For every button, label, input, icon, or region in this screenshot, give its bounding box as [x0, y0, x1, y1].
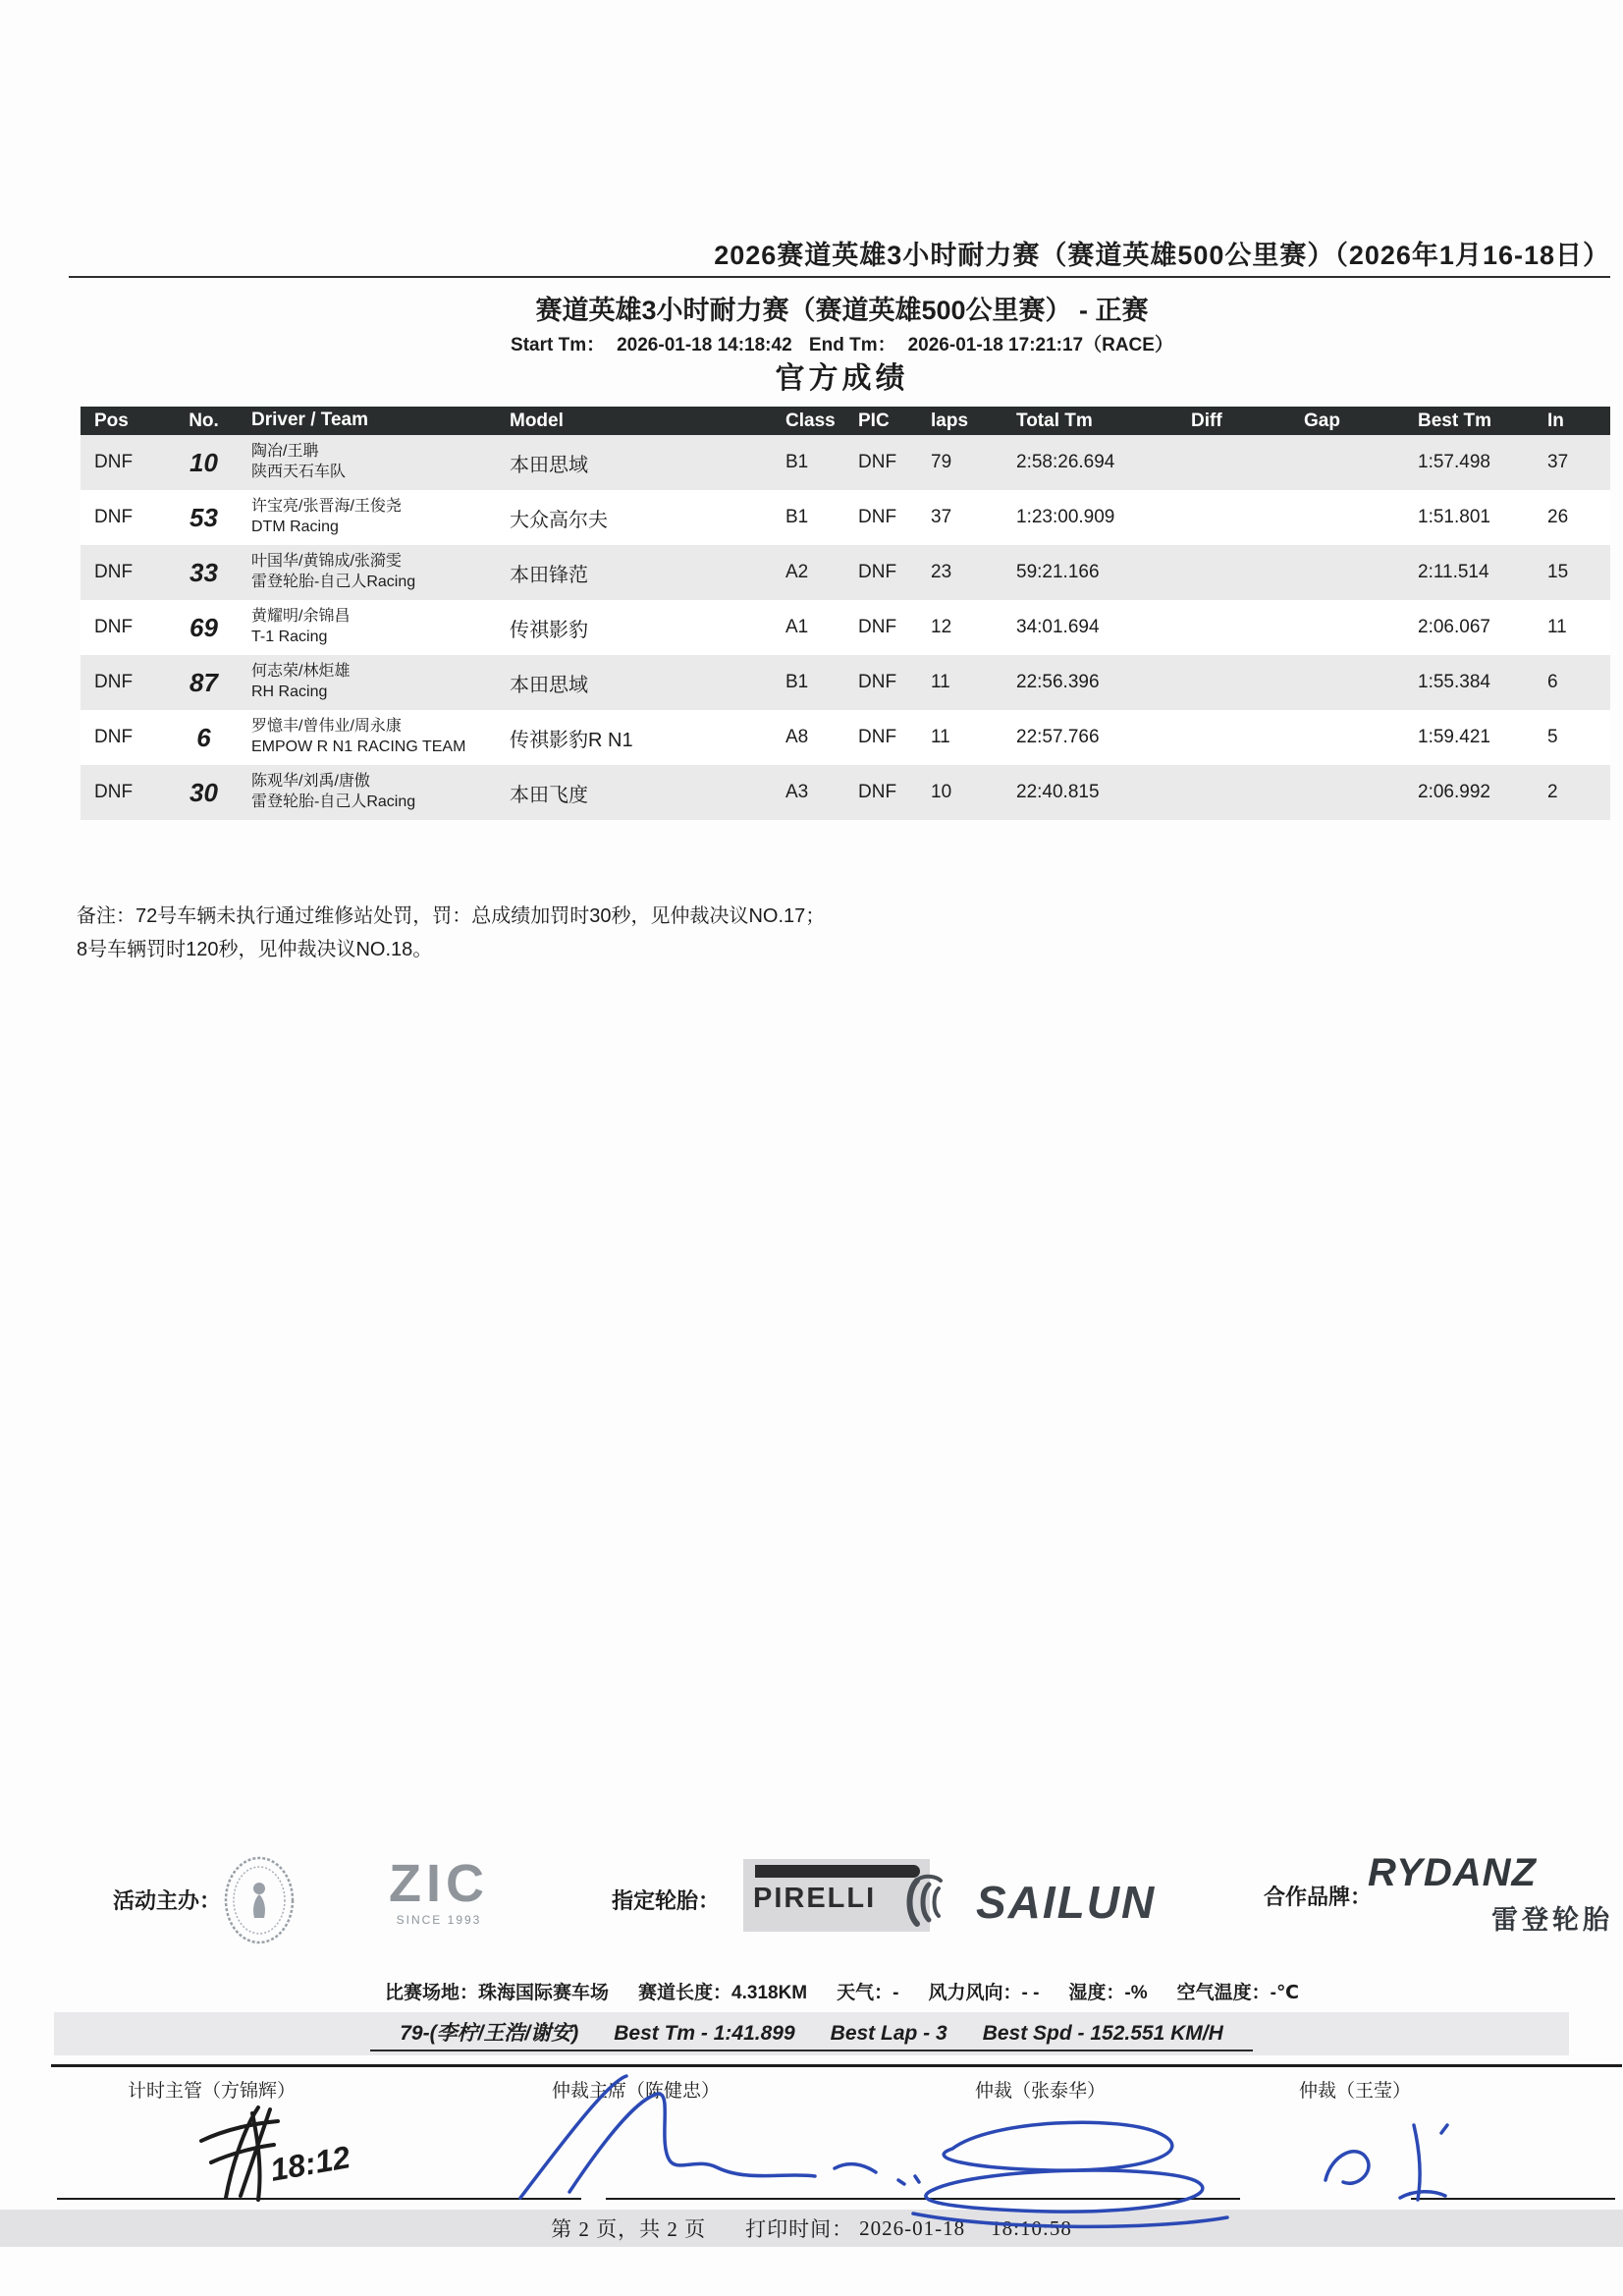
cell-model: 本田飞度 — [510, 784, 588, 806]
cell-model: 本田思域 — [510, 674, 588, 696]
cell-laps: 11 — [931, 727, 950, 747]
cell-total-time: 22:57.766 — [1016, 727, 1100, 747]
driver-names: 黄耀明/余锦昌 — [251, 608, 351, 626]
rydanz-logo — [1368, 1853, 1613, 1937]
track-length-field: 赛道长度：4.318KM — [638, 1983, 808, 2003]
cell-best-time: 1:51.801 — [1418, 507, 1490, 527]
cell-in-lap: 11 — [1547, 617, 1567, 637]
cell-car-number: 30 — [189, 777, 218, 807]
sailun-logo-text: SAILUN — [976, 1877, 1157, 1928]
chief-steward-caption: 仲裁主席（陈健忠） — [552, 2081, 721, 2102]
col-header-class: Class — [785, 410, 836, 431]
cell-pic: DNF — [858, 452, 897, 472]
zic-logo-text: ZIC — [389, 1854, 489, 1913]
cell-car-number: 87 — [189, 667, 218, 697]
footer-band — [0, 2210, 1623, 2247]
signature-line — [57, 2198, 581, 2200]
cell-pic: DNF — [858, 617, 897, 637]
cell-pic: DNF — [858, 562, 897, 582]
cell-car-number: 69 — [189, 612, 218, 642]
print-time-label: 打印时间： — [745, 2217, 854, 2241]
event-title: 2026赛道英雄3小时耐力赛（赛道英雄500公里赛）（2026年1月16-18日） — [714, 241, 1610, 270]
wind-field: 风力风向：- - — [928, 1983, 1040, 2003]
cell-laps: 11 — [931, 672, 950, 692]
cell-total-time: 22:56.396 — [1016, 672, 1100, 692]
table-row — [81, 435, 1610, 490]
cell-best-time: 1:59.421 — [1418, 727, 1490, 747]
best-time-value: Best Tm - 1:41.899 — [614, 2021, 795, 2045]
pirelli-logo-text: PIRELLI — [753, 1883, 877, 1914]
cell-pic: DNF — [858, 672, 897, 692]
cell-driver-team — [245, 772, 496, 813]
cell-in-lap: 15 — [1547, 562, 1569, 582]
cell-total-time: 22:40.815 — [1016, 782, 1100, 802]
col-header-pos: Pos — [94, 410, 129, 431]
cell-laps: 23 — [931, 562, 952, 582]
cell-class: A1 — [785, 617, 809, 637]
cell-laps: 10 — [931, 782, 952, 802]
results-table — [81, 407, 1610, 820]
rydanz-chinese-text: 雷登轮胎 — [1491, 1905, 1613, 1935]
team-name: EMPOW R N1 RACING TEAM — [251, 738, 466, 755]
best-lap-entry: 79-(李柠/王浩/谢安) — [400, 2021, 579, 2045]
cell-in-lap: 26 — [1547, 507, 1569, 527]
team-name: 陕西天石车队 — [251, 464, 347, 480]
cell-class: A8 — [785, 727, 809, 747]
rydanz-logo-text: RYDANZ — [1368, 1851, 1537, 1894]
col-header-pic: PIC — [858, 410, 890, 431]
cell-car-number: 33 — [189, 557, 218, 587]
cell-model: 传祺影豹R N1 — [510, 729, 633, 751]
col-header-no: No. — [189, 410, 219, 431]
col-header-in: In — [1547, 410, 1564, 431]
venue-info-line — [74, 1978, 1610, 2004]
cell-driver-team — [245, 497, 496, 538]
air-temp-field: 空气温度：-℃ — [1176, 1983, 1299, 2003]
official-results-heading: 官方成绩 — [775, 362, 909, 395]
partner-label: 合作品牌： — [1264, 1885, 1373, 1909]
driver-names: 何志荣/林炬雄 — [251, 663, 351, 681]
cell-laps: 79 — [931, 452, 952, 472]
col-header-model: Model — [510, 410, 564, 431]
signature-steward-2 — [1306, 2111, 1502, 2210]
best-speed-value: Best Spd - 152.551 KM/H — [982, 2021, 1223, 2045]
driver-names: 陈观华/刘禹/唐傲 — [251, 773, 370, 791]
best-lap-number: Best Lap - 3 — [830, 2021, 947, 2045]
cell-pic: DNF — [858, 782, 897, 802]
tire-swoosh-icon — [903, 1871, 966, 1934]
cell-pos: DNF — [94, 672, 134, 692]
start-time-value: 2026-01-18 14:18:42 — [617, 335, 792, 355]
humidity-field: 湿度：-% — [1068, 1983, 1148, 2003]
cell-pos: DNF — [94, 782, 134, 802]
print-date-value: 2026-01-18 — [859, 2215, 966, 2240]
cell-in-lap: 37 — [1547, 452, 1569, 472]
cell-pos: DNF — [94, 452, 134, 472]
cell-class: B1 — [785, 672, 809, 692]
cell-class: B1 — [785, 507, 809, 527]
cell-driver-team — [245, 717, 496, 758]
team-name: RH Racing — [251, 683, 328, 700]
cell-in-lap: 5 — [1547, 727, 1558, 747]
cell-driver-team — [245, 662, 496, 703]
note-line-1: 备注：72号车辆未执行通过维修站处罚，罚：总成绩加罚时30秒，见仲裁决议NO.17； — [77, 905, 826, 927]
cell-class: A3 — [785, 782, 809, 802]
cell-in-lap: 2 — [1547, 782, 1558, 802]
cell-total-time: 2:58:26.694 — [1016, 452, 1115, 472]
print-time-value: 18:10:58 — [991, 2215, 1072, 2240]
driver-names: 罗憶丰/曾伟业/周永康 — [251, 718, 402, 736]
cell-laps: 12 — [931, 617, 952, 637]
cell-driver-team — [245, 552, 496, 593]
team-name: T-1 Racing — [251, 629, 328, 645]
sponsor-strip — [74, 1851, 1613, 1961]
col-header-laps: laps — [931, 410, 969, 431]
driver-names: 许宝亮/张晋海/王俊尧 — [251, 498, 402, 516]
cell-model: 传祺影豹 — [510, 619, 588, 641]
zic-logo — [360, 1854, 517, 1927]
weather-field: 天气：- — [837, 1983, 899, 2003]
col-header-total-time: Total Tm — [1016, 410, 1093, 431]
session-subtitle: 赛道英雄3小时耐力赛（赛道英雄500公里赛） - 正赛 — [535, 296, 1149, 325]
table-row — [81, 710, 1610, 765]
cell-class: B1 — [785, 452, 809, 472]
table-header-row — [81, 407, 1610, 435]
cell-best-time: 1:55.384 — [1418, 672, 1490, 692]
cell-pic: DNF — [858, 507, 897, 527]
driver-names: 叶国华/黄锦成/张漪雯 — [251, 553, 402, 571]
signature-steward-1 — [874, 2111, 1257, 2234]
cell-total-time: 34:01.694 — [1016, 617, 1100, 637]
handwritten-time: 18:12 — [267, 2139, 353, 2188]
cell-total-time: 59:21.166 — [1016, 562, 1100, 582]
organizer-seal-icon — [221, 1853, 298, 1947]
cell-in-lap: 6 — [1547, 672, 1558, 692]
cell-car-number: 6 — [196, 722, 211, 752]
steward-caption-2: 仲裁（王莹） — [1299, 2081, 1412, 2102]
tyre-label: 指定轮胎： — [612, 1888, 721, 1913]
col-header-driver-team: Driver / Team — [251, 410, 368, 431]
cell-best-time: 2:11.514 — [1418, 562, 1489, 582]
cell-driver-team — [245, 607, 496, 648]
table-row — [81, 765, 1610, 820]
pirelli-logo — [743, 1859, 930, 1932]
cell-best-time: 1:57.498 — [1418, 452, 1490, 472]
pirelli-bar — [755, 1865, 920, 1878]
sailun-logo — [903, 1871, 1156, 1934]
cell-class: A2 — [785, 562, 809, 582]
end-time-label: End Tm： — [808, 335, 896, 355]
best-lap-line — [370, 2017, 1253, 2051]
timing-chief-caption: 计时主管（方锦辉） — [128, 2081, 297, 2102]
cell-best-time: 2:06.067 — [1418, 617, 1490, 637]
signature-divider — [51, 2064, 1622, 2067]
col-header-best-time: Best Tm — [1418, 410, 1491, 431]
cell-pos: DNF — [94, 617, 134, 637]
cell-laps: 37 — [931, 507, 952, 527]
cell-car-number: 10 — [189, 447, 218, 477]
organizer-label: 活动主办： — [113, 1888, 222, 1913]
cell-pos: DNF — [94, 507, 134, 527]
note-line-2: 8号车辆罚时120秒，见仲裁决议NO.18。 — [77, 939, 433, 960]
cell-best-time: 2:06.992 — [1418, 782, 1490, 802]
header-divider — [69, 276, 1610, 278]
table-row — [81, 655, 1610, 710]
notes-block — [77, 900, 825, 966]
venue-field: 比赛场地：珠海国际赛车场 — [385, 1983, 610, 2003]
cell-car-number: 53 — [189, 502, 218, 532]
end-time-value: 2026-01-18 17:21:17（RACE） — [907, 335, 1173, 355]
team-name: 雷登轮胎-自己人Racing — [251, 574, 416, 590]
page-number-info: 第 2 页，共 2 页 — [551, 2217, 707, 2241]
col-header-gap: Gap — [1304, 410, 1340, 431]
steward-caption-1: 仲裁（张泰华） — [975, 2081, 1107, 2102]
zic-since-text: SINCE 1993 — [396, 1913, 482, 1927]
session-times — [74, 330, 1610, 356]
team-name: DTM Racing — [251, 519, 339, 535]
table-row — [81, 490, 1610, 545]
cell-model: 本田锋范 — [510, 564, 588, 586]
cell-pos: DNF — [94, 727, 134, 747]
best-lap-band — [54, 2012, 1569, 2055]
cell-pos: DNF — [94, 562, 134, 582]
cell-model: 大众高尔夫 — [510, 509, 608, 531]
start-time-label: Start Tm： — [511, 335, 606, 355]
cell-pic: DNF — [858, 727, 897, 747]
table-row — [81, 600, 1610, 655]
cell-model: 本田思域 — [510, 454, 588, 476]
cell-driver-team — [245, 442, 496, 483]
col-header-diff: Diff — [1191, 410, 1222, 431]
cell-total-time: 1:23:00.909 — [1016, 507, 1115, 527]
table-row — [81, 545, 1610, 600]
team-name: 雷登轮胎-自己人Racing — [251, 793, 416, 810]
driver-names: 陶冶/王聃 — [251, 443, 319, 461]
